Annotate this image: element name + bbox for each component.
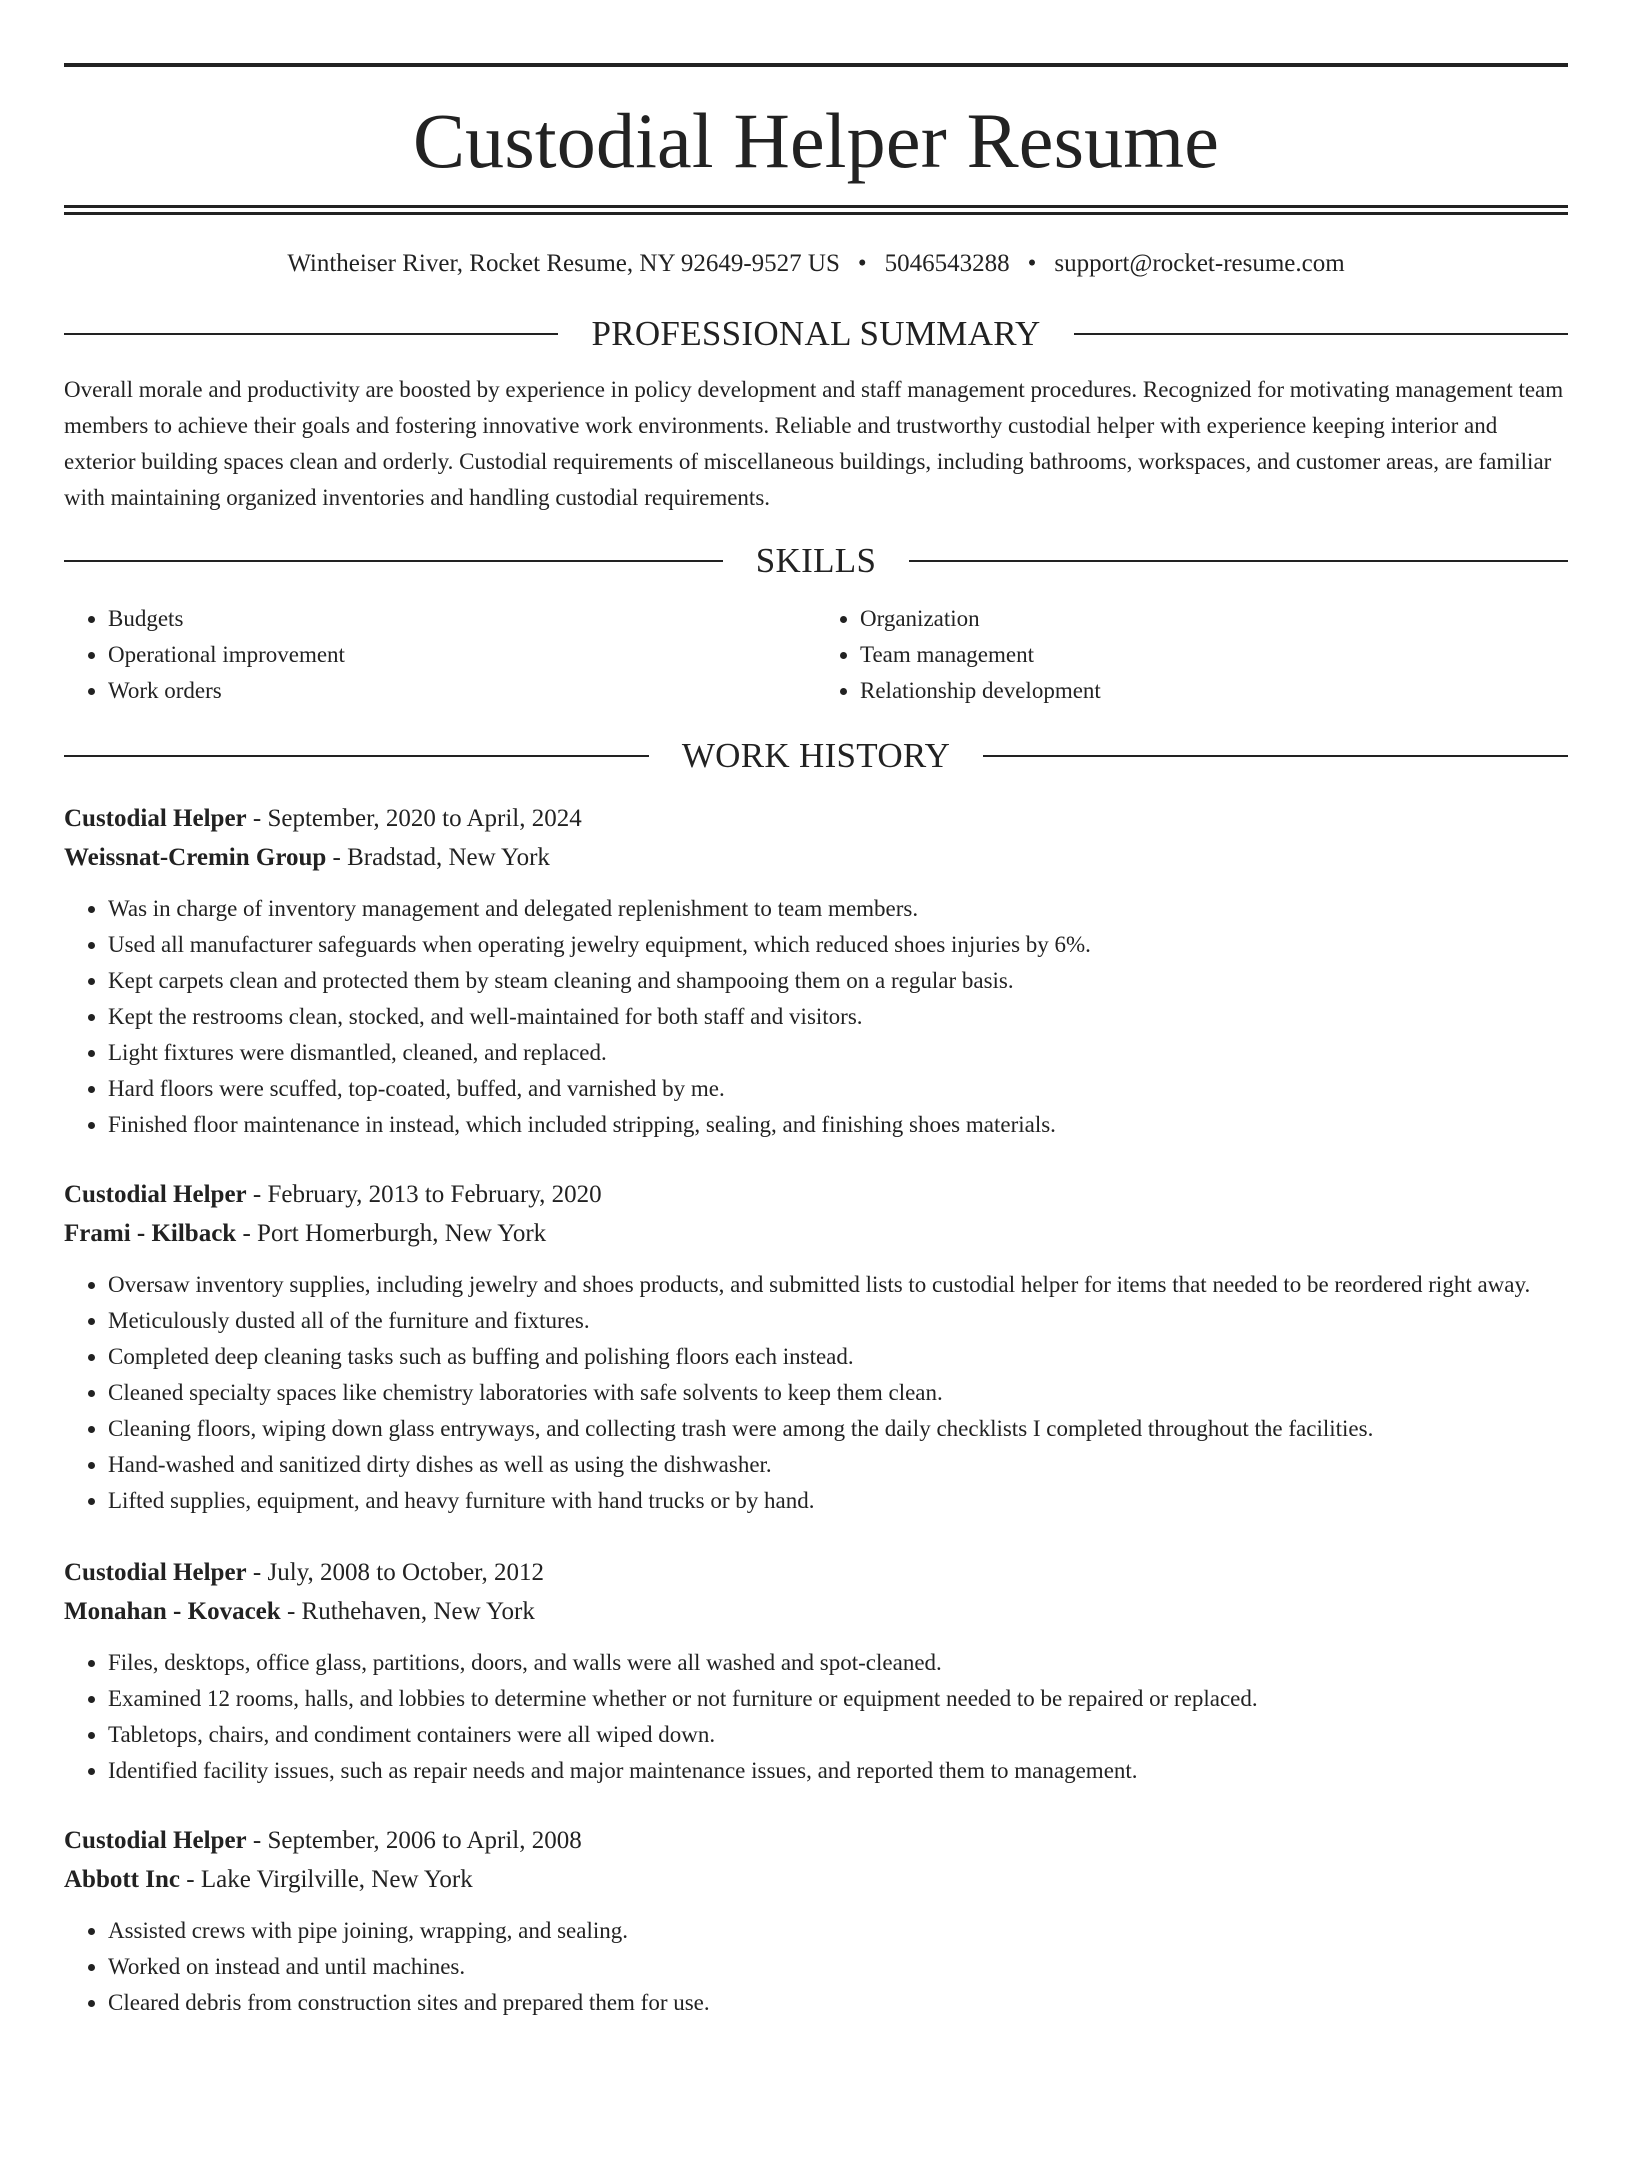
heading-rule-left [64, 560, 723, 562]
contact-line [64, 249, 1568, 279]
job-dates: September, 2020 to April, 2024 [267, 805, 582, 832]
top-rule [64, 63, 1568, 67]
summary-heading-label: PROFESSIONAL SUMMARY [591, 314, 1041, 353]
job-title-row: Custodial Helper - February, 2013 to February, 2020 [64, 1181, 602, 1208]
page-title: Custodial Helper Resume [412, 97, 1220, 184]
job-dates: February, 2013 to February, 2020 [267, 1181, 602, 1208]
job-title: Custodial Helper [64, 805, 247, 832]
contact-address: Wintheiser River, Rocket Resume, NY 92649-9527 US [287, 250, 840, 277]
heading-rule-right [1074, 333, 1568, 335]
job-bullet: • Worked on instead and until machines. [108, 1949, 1568, 1985]
job-bullet: • Was in charge of inventory management and delegated replenishment to team members. [108, 891, 1568, 927]
job-dates: July, 2008 to October, 2012 [267, 1559, 544, 1586]
contact-separator: • [857, 250, 867, 277]
skill-item: • Budgets [108, 601, 816, 637]
job-company: Weissnat-Cremin Group [64, 844, 327, 871]
contact-separator: • [1027, 250, 1037, 277]
contact-email: support@rocket-resume.com [1054, 250, 1345, 277]
job-bullet: • Identified facility issues, such as repair needs and major maintenance issues, and reported them to management. [108, 1753, 1568, 1789]
skills-column-left [64, 601, 816, 709]
job-bullet: • Oversaw inventory supplies, including jewelry and shoes products, and submitted lists to custodial helper for items that needed to be reordered right away. [108, 1267, 1568, 1303]
skills-list [64, 601, 1568, 709]
job-bullet: • Kept the restrooms clean, stocked, and well-maintained for both staff and visitors. [108, 999, 1568, 1035]
job-title: Custodial Helper [64, 1559, 247, 1586]
job-bullet: • Assisted crews with pipe joining, wrapping, and sealing. [108, 1913, 1568, 1949]
job-company: Abbott Inc [64, 1866, 180, 1893]
job-company-row: Weissnat-Cremin Group - Bradstad, New York [64, 844, 550, 871]
job-bullet: • Lifted supplies, equipment, and heavy furniture with hand trucks or by hand. [108, 1483, 1568, 1519]
contact-phone: 5046543288 [884, 250, 1010, 277]
skill-item: • Relationship development [860, 673, 1568, 709]
job-bullets [64, 1913, 1568, 2021]
job-entry [64, 1175, 1568, 1519]
job-location: Port Homerburgh, New York [257, 1220, 547, 1247]
job-bullet: • Finished floor maintenance in instead, which included stripping, sealing, and finishing shoes materials. [108, 1107, 1568, 1143]
job-location: Ruthehaven, New York [301, 1598, 535, 1625]
heading-rule-right [983, 755, 1568, 757]
job-bullet: • Kept carpets clean and protected them by steam cleaning and shampooing them on a regular basis. [108, 963, 1568, 999]
skill-item: • Work orders [108, 673, 816, 709]
job-company: Monahan - Kovacek [64, 1598, 281, 1625]
job-bullets [64, 891, 1568, 1143]
skill-item: • Team management [860, 637, 1568, 673]
job-title-row: Custodial Helper - July, 2008 to October, 2012 [64, 1559, 544, 1586]
job-title-row: Custodial Helper - September, 2020 to April, 2024 [64, 805, 582, 832]
job-bullet: • Meticulously dusted all of the furniture and fixtures. [108, 1303, 1568, 1339]
job-bullet: • Light fixtures were dismantled, cleaned, and replaced. [108, 1035, 1568, 1071]
summary-text: Overall morale and productivity are boosted by experience in policy development and staff management procedures. Recognized for motivating management team members to achieve their goals and fostering innovative work environments. Reliable and trustworthy custodial helper with experience keeping interior and exterior building spaces clean and orderly. Custodial requirements of miscellaneous buildings, including bathrooms, workspaces, and customer areas, are familiar with maintaining organized inventories and handling custodial requirements. [64, 377, 1564, 510]
job-location: Bradstad, New York [347, 844, 550, 871]
resume-page [0, 63, 1632, 2175]
job-company-row: Frami - Kilback - Port Homerburgh, New York [64, 1220, 547, 1247]
job-entry [64, 799, 1568, 1143]
heading-rule-right [909, 560, 1568, 562]
title-double-rule [64, 205, 1568, 215]
heading-rule-left [64, 755, 649, 757]
job-entry [64, 1821, 1568, 2021]
job-bullet: • Completed deep cleaning tasks such as buffing and polishing floors each instead. [108, 1339, 1568, 1375]
skills-heading [64, 541, 1568, 581]
skill-item: • Operational improvement [108, 637, 816, 673]
summary-heading [64, 314, 1568, 354]
job-bullet: • Cleaning floors, wiping down glass entryways, and collecting trash were among the daily checklists I completed throughout the facilities. [108, 1411, 1568, 1447]
skill-item: • Organization [860, 601, 1568, 637]
job-company: Frami - Kilback [64, 1220, 237, 1247]
work-history-heading [64, 736, 1568, 776]
job-bullet: • Cleared debris from construction sites and prepared them for use. [108, 1985, 1568, 2021]
job-dates: September, 2006 to April, 2008 [267, 1827, 582, 1854]
job-title: Custodial Helper [64, 1181, 247, 1208]
job-location: Lake Virgilville, New York [200, 1866, 473, 1893]
job-company-row: Monahan - Kovacek - Ruthehaven, New York [64, 1598, 535, 1625]
job-bullet: • Hard floors were scuffed, top-coated, buffed, and varnished by me. [108, 1071, 1568, 1107]
job-bullet: • Files, desktops, office glass, partitions, doors, and walls were all washed and spot-cleaned. [108, 1645, 1568, 1681]
job-title: Custodial Helper [64, 1827, 247, 1854]
job-bullet: • Tabletops, chairs, and condiment containers were all wiped down. [108, 1717, 1568, 1753]
job-bullets [64, 1645, 1568, 1789]
work-history-heading-label: WORK HISTORY [681, 736, 951, 775]
job-bullet: • Cleaned specialty spaces like chemistry laboratories with safe solvents to keep them clean. [108, 1375, 1568, 1411]
job-bullets [64, 1267, 1568, 1519]
job-bullet: • Used all manufacturer safeguards when operating jewelry equipment, which reduced shoes injuries by 6%. [108, 927, 1568, 963]
job-title-row: Custodial Helper - September, 2006 to April, 2008 [64, 1827, 582, 1854]
job-bullet: • Hand-washed and sanitized dirty dishes as well as using the dishwasher. [108, 1447, 1568, 1483]
job-entry [64, 1553, 1568, 1789]
job-bullet: • Examined 12 rooms, halls, and lobbies to determine whether or not furniture or equipment needed to be repaired or replaced. [108, 1681, 1568, 1717]
heading-rule-left [64, 333, 558, 335]
job-company-row: Abbott Inc - Lake Virgilville, New York [64, 1866, 473, 1893]
skills-column-right [816, 601, 1568, 709]
skills-heading-label: SKILLS [755, 541, 877, 580]
